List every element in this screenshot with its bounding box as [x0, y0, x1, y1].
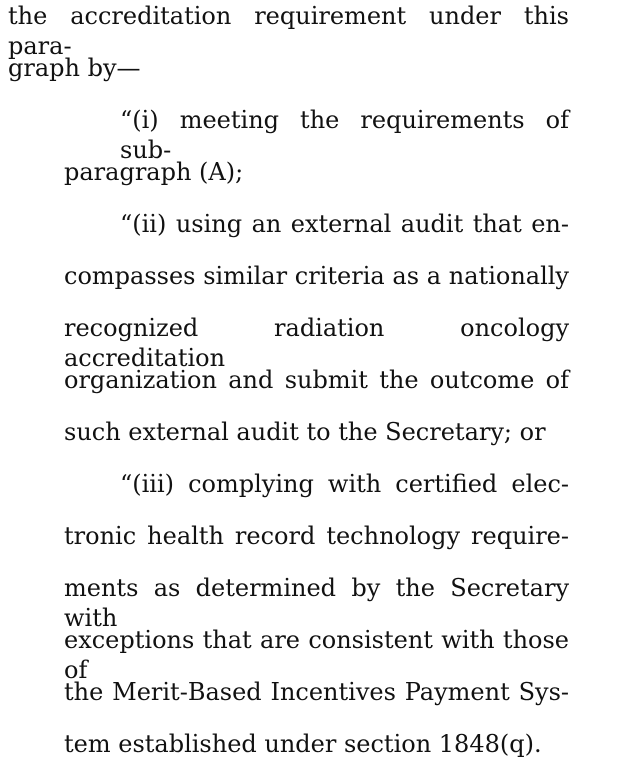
- text-line: graph by—: [8, 54, 141, 82]
- text-line: compasses similar criteria as a nationally: [64, 262, 569, 290]
- text-line: ments as determined by the Secretary with: [64, 574, 569, 632]
- text-line: tem established under section 1848(q).: [64, 730, 542, 758]
- text-line: paragraph (A);: [64, 158, 244, 186]
- clause-i-line: “(i) meeting the requirements of sub-: [120, 106, 569, 164]
- text-line: the accreditation requirement under this para-: [8, 2, 569, 60]
- clause-ii-line: “(ii) using an external audit that en-: [120, 210, 569, 238]
- text-line: the Merit-Based Incentives Payment Sys-: [64, 678, 569, 706]
- text-line: organization and submit the outcome of: [64, 366, 569, 394]
- clause-iii-line: “(iii) complying with certified elec-: [120, 470, 569, 498]
- text-line: recognized radiation oncology accreditation: [64, 314, 569, 372]
- text-line: exceptions that are consistent with those of: [64, 626, 569, 684]
- text-line: such external audit to the Secretary; or: [64, 418, 546, 446]
- text-line: tronic health record technology require-: [64, 522, 569, 550]
